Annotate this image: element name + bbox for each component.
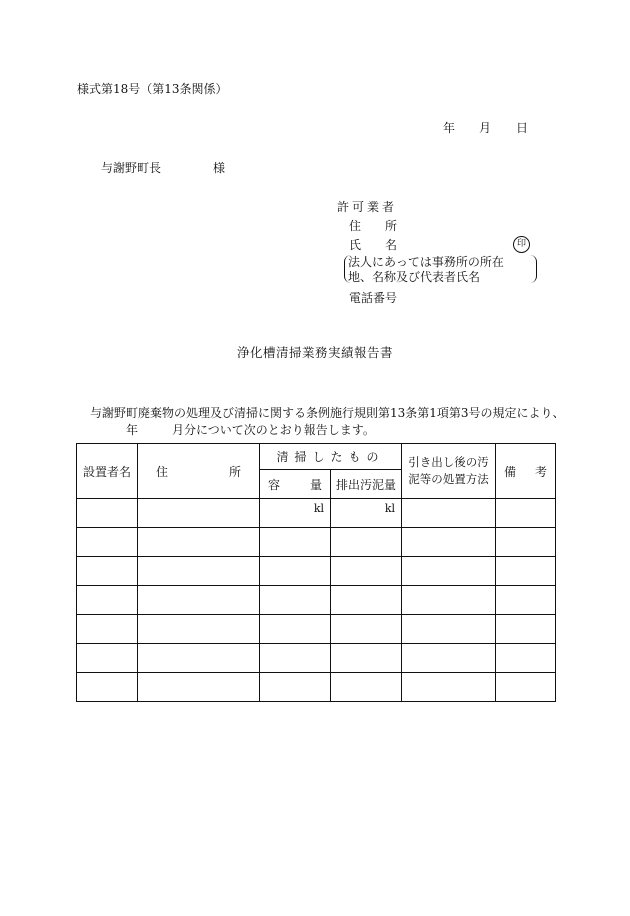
table-cell[interactable] [496, 586, 556, 615]
phone-label: 電話番号 [349, 291, 398, 305]
table-cell[interactable] [138, 528, 260, 557]
address-label [349, 220, 397, 232]
table-body [77, 499, 556, 702]
header-disposal [402, 444, 496, 499]
date-month: 月 [479, 121, 492, 135]
table-row [77, 528, 556, 557]
unit-label: kl [313, 502, 324, 515]
corporate-note [344, 255, 537, 283]
table-cell[interactable] [331, 673, 402, 702]
header-sludge: 排出汚泥量 [331, 470, 402, 499]
table-cell[interactable] [138, 499, 260, 528]
header-remarks-a: 備 [504, 464, 517, 479]
report-table [76, 443, 556, 702]
addressee [101, 162, 225, 174]
header-capacity-b: 量 [309, 477, 322, 492]
unit-label: kl [384, 502, 395, 515]
name-label [349, 239, 397, 251]
table-cell[interactable] [496, 557, 556, 586]
table-cell[interactable] [331, 528, 402, 557]
corporate-note-line1: 法人にあっては事務所の所在 [348, 255, 504, 269]
header-address-b: 所 [228, 464, 241, 479]
document-title: 浄化槽清掃業務実績報告書 [237, 345, 394, 360]
header-cleaned: 清掃したもの [260, 444, 402, 470]
licensee-label: 許可業者 [337, 200, 398, 214]
date-line [443, 122, 528, 134]
table-row [77, 615, 556, 644]
header-address-a: 住 [156, 464, 169, 479]
table-row [77, 499, 556, 528]
table-cell[interactable] [496, 644, 556, 673]
table-cell[interactable] [331, 586, 402, 615]
header-remarks [496, 444, 556, 499]
table-cell[interactable] [260, 499, 331, 528]
address-label-a: 住 [349, 219, 362, 233]
name-label-b: 名 [385, 238, 398, 252]
table-cell[interactable] [77, 586, 138, 615]
header-address [138, 444, 260, 499]
table-cell[interactable] [331, 644, 402, 673]
table-cell[interactable] [138, 615, 260, 644]
table-cell[interactable] [138, 644, 260, 673]
table-cell[interactable] [77, 528, 138, 557]
table-cell[interactable] [496, 615, 556, 644]
table-cell[interactable] [331, 499, 402, 528]
table-cell[interactable] [138, 673, 260, 702]
date-day: 日 [516, 121, 529, 135]
table-cell[interactable] [402, 644, 496, 673]
table-cell[interactable] [402, 615, 496, 644]
table-cell[interactable] [260, 615, 331, 644]
table-cell[interactable] [260, 673, 331, 702]
table-cell[interactable] [260, 586, 331, 615]
table-cell[interactable] [496, 528, 556, 557]
table-cell[interactable] [77, 499, 138, 528]
table-cell[interactable] [402, 673, 496, 702]
table-cell[interactable] [260, 528, 331, 557]
header-disposal-line1: 引き出し後の汚 [408, 455, 489, 469]
table-cell[interactable] [77, 557, 138, 586]
table-row [77, 586, 556, 615]
body-line-2 [90, 422, 565, 439]
address-label-b: 所 [385, 219, 398, 233]
table-cell[interactable] [496, 673, 556, 702]
header-capacity [260, 470, 331, 499]
corporate-note-line2: 地、名称及び代表者氏名 [348, 270, 481, 284]
form-number: 様式第18号（第13条関係） [77, 82, 228, 96]
seal-mark: 印 [513, 236, 530, 253]
table-cell[interactable] [77, 615, 138, 644]
table-cell[interactable] [260, 557, 331, 586]
header-capacity-a: 容 [268, 477, 281, 492]
date-year: 年 [443, 121, 456, 135]
header-installer: 設置者名 [77, 444, 138, 499]
table-cell[interactable] [496, 499, 556, 528]
header-remarks-b: 考 [534, 464, 547, 479]
table-row [77, 644, 556, 673]
table-cell[interactable] [402, 586, 496, 615]
body-year: 年 [126, 423, 139, 437]
addressee-name: 与謝野町長 [101, 161, 162, 175]
table-cell[interactable] [138, 586, 260, 615]
table-cell[interactable] [77, 673, 138, 702]
name-label-a: 氏 [349, 238, 362, 252]
addressee-honorific: 様 [213, 161, 226, 175]
table-cell[interactable] [331, 557, 402, 586]
table-cell[interactable] [77, 644, 138, 673]
table-cell[interactable] [402, 499, 496, 528]
header-disposal-line2: 泥等の処置方法 [408, 472, 489, 486]
table-row [77, 673, 556, 702]
body-line-1: 与謝野町廃棄物の処理及び清掃に関する条例施行規則第13条第1項第3号の規定により、 [90, 406, 565, 420]
table-cell[interactable] [402, 528, 496, 557]
table-cell[interactable] [138, 557, 260, 586]
table-cell[interactable] [402, 557, 496, 586]
table-row [77, 557, 556, 586]
body-rest: 月分について次のとおり報告します。 [172, 423, 375, 437]
table-cell[interactable] [331, 615, 402, 644]
table-cell[interactable] [260, 644, 331, 673]
body-text [90, 405, 565, 439]
